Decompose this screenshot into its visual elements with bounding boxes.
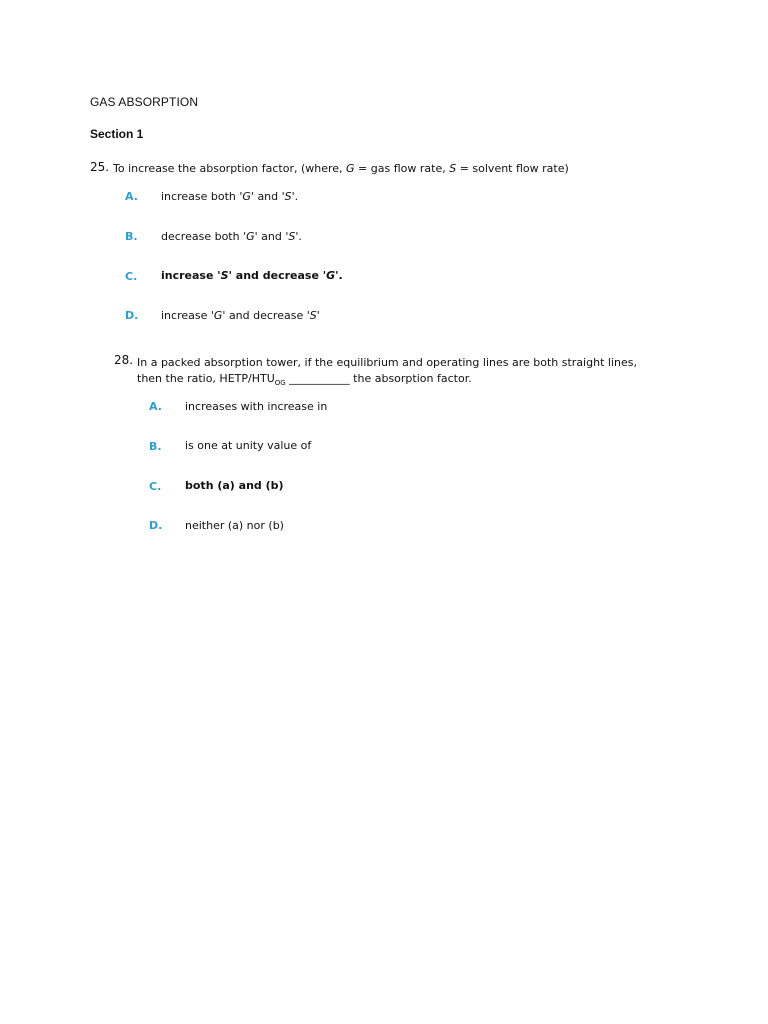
option-letter-a: A. [125,190,138,203]
option-letter-b: B. [149,440,162,453]
option-text-a: increases with increase in [185,400,328,413]
variable: S [309,309,317,322]
option-text-b [161,230,302,243]
question-text-part: then the ratio, HETP/HTU [137,372,275,385]
option-text-part: increase ' [161,309,214,322]
subscript: OG [274,379,286,388]
option-text-c-correct [161,269,343,282]
option-text-part: ' and ' [254,230,289,243]
question-text-part: = solvent flow rate) [456,162,569,175]
section-heading: Section 1 [90,127,144,141]
option-text-part: ' and ' [250,190,285,203]
question-number: 25. [90,160,110,174]
option-letter-a: A. [149,400,162,413]
variable: G [213,309,223,322]
variable: G [326,269,336,282]
question-text-part: ___________ the absorption factor. [285,372,472,385]
option-text-part: ' and decrease ' [228,269,327,282]
option-text-b: is one at unity value of [185,439,312,452]
variable: S [284,190,292,203]
variable-s: S [449,162,457,175]
question-text-line-2 [137,371,472,391]
option-letter-d: D. [149,519,163,532]
variable: S [220,269,229,282]
option-text-d: neither (a) nor (b) [185,519,284,532]
option-letter-b: B. [125,230,138,243]
option-text-part: decrease both ' [161,230,247,243]
variable: S [288,230,296,243]
option-text-part: '. [295,230,302,243]
option-text-part: ' [316,309,320,322]
page-title: GAS ABSORPTION [90,95,199,109]
option-text-c-correct: both (a) and (b) [185,479,284,492]
option-text-part: increase both ' [161,190,243,203]
question-text-part: = gas flow rate, [354,162,450,175]
option-letter-c: C. [149,480,162,493]
option-text-part: increase ' [161,269,221,282]
variable: G [246,230,255,243]
option-text-part: ' and decrease ' [222,309,310,322]
option-letter-c: C. [125,270,138,283]
variable: G [242,190,251,203]
question-number: 28. [114,353,134,367]
option-text-part: '. [335,269,343,282]
option-text-part: '. [291,190,299,203]
option-text-a [161,190,298,203]
option-text-d [161,309,320,322]
question-text [113,161,569,177]
option-letter-d: D. [125,309,139,322]
variable-g: G [346,162,355,175]
question-text-line-1: In a packed absorption tower, if the equilibrium and operating lines are both straight lines, [137,356,637,369]
question-text-part: To increase the absorption factor, (where, [113,162,347,175]
